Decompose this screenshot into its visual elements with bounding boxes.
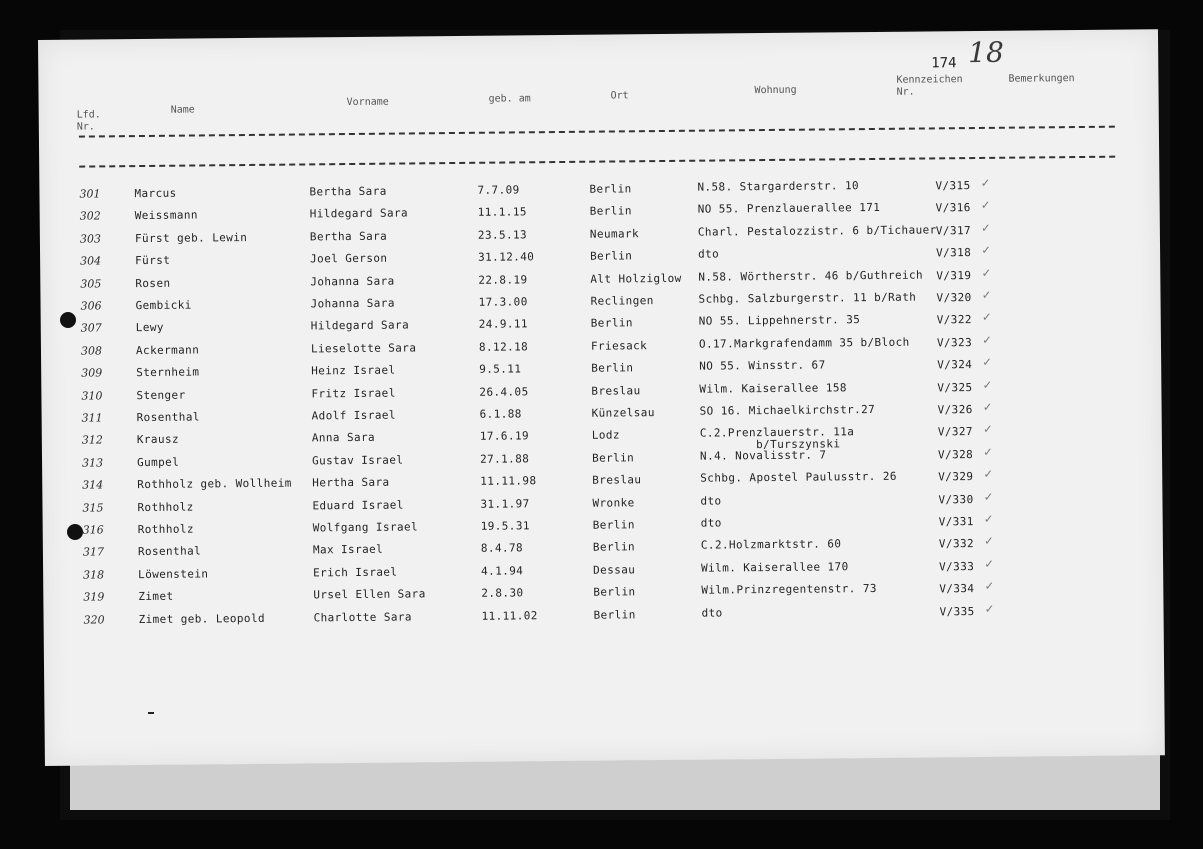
checkmark-icon: ✓ (983, 399, 992, 415)
row-nr: 317 (82, 545, 104, 559)
row-geb-am: 11.11.02 (481, 608, 538, 623)
row-vorname: Heinz Israel (311, 363, 396, 378)
row-ort: Lodz (591, 428, 620, 443)
header-bemerkungen: Bemerkungen (1008, 73, 1075, 85)
row-vorname: Anna Sara (311, 431, 376, 445)
row-wohnung: dto (700, 516, 722, 530)
row-kennzeichen: V/322 (936, 313, 972, 327)
row-kennzeichen: V/333 (939, 559, 975, 574)
row-wohnung: N.58. Stargarderstr. 10 (697, 179, 860, 194)
row-name: Gembicki (135, 298, 192, 313)
punch-hole (60, 312, 76, 328)
row-name: Fürst (135, 253, 171, 268)
row-name: Rothholz geb. Wollheim (137, 476, 292, 492)
row-name: Ackermann (135, 343, 200, 357)
row-nr: 302 (79, 209, 101, 223)
row-ort: Berlin (590, 249, 633, 263)
row-geb-am: 22.8.19 (478, 272, 528, 287)
row-ort: Berlin (589, 204, 632, 219)
checkmark-icon: ✓ (985, 579, 994, 595)
row-vorname: Fritz Israel (311, 386, 396, 400)
row-nr: 306 (80, 299, 102, 313)
row-vorname: Hildegard Sara (309, 206, 409, 221)
header-kennzeichen-nr: Kennzeichen Nr. (896, 74, 963, 98)
row-kennzeichen: V/324 (937, 358, 973, 372)
row-vorname: Ursel Ellen Sara (313, 587, 426, 602)
row-geb-am: 2.8.30 (481, 586, 524, 600)
checkmark-icon: ✓ (982, 287, 991, 303)
header-vorname: Vorname (346, 96, 389, 109)
row-wohnung: dto (700, 494, 722, 508)
row-ort: Berlin (592, 540, 636, 555)
row-name: Löwenstein (138, 567, 209, 581)
checkmark-icon: ✓ (984, 467, 993, 483)
row-kennzeichen: V/328 (937, 447, 974, 462)
row-geb-am: 11.11.98 (480, 474, 537, 488)
row-vorname: Charlotte Sara (313, 610, 412, 624)
row-name: Sternheim (136, 365, 200, 380)
row-name: Krausz (136, 433, 180, 447)
row-kennzeichen: V/331 (938, 515, 974, 529)
row-name: Marcus (134, 186, 177, 201)
row-kennzeichen: V/327 (937, 425, 973, 439)
checkmark-icon: ✓ (983, 444, 993, 460)
row-kennzeichen: V/335 (939, 604, 975, 618)
row-ort: Berlin (591, 451, 635, 465)
row-ort: Berlin (591, 361, 634, 375)
row-kennzeichen: V/319 (936, 268, 972, 282)
header-rule-top (79, 126, 1115, 138)
checkmark-icon: ✓ (981, 198, 990, 214)
row-geb-am: 31.1.97 (480, 496, 530, 511)
row-ort: Breslau (592, 473, 642, 487)
row-name: Zimet (138, 589, 174, 604)
row-wohnung: NO 55. Prenzlauerallee 171 (697, 201, 881, 217)
row-kennzeichen: V/334 (939, 582, 975, 596)
header-name: Name (170, 104, 195, 116)
row-name: Stenger (136, 388, 186, 402)
row-vorname: Eduard Israel (312, 498, 404, 512)
row-nr: 305 (80, 276, 102, 291)
page-number: 174 (931, 55, 957, 72)
row-kennzeichen: V/330 (938, 492, 974, 506)
document-page (38, 29, 1165, 766)
row-kennzeichen: V/317 (935, 223, 972, 238)
row-geb-am: 17.3.00 (478, 295, 528, 309)
row-wohnung: Wilm. Kaiserallee 158 (699, 380, 847, 396)
row-name: Zimet geb. Leopold (138, 611, 266, 626)
row-nr: 314 (82, 478, 104, 492)
row-vorname: Gustav Israel (311, 453, 404, 468)
row-kennzeichen: V/315 (935, 179, 971, 193)
checkmark-icon: ✓ (984, 489, 993, 505)
row-kennzeichen: V/323 (936, 335, 973, 350)
row-wohnung: C.2.Prenzlauerstr. 11a b/Turszynski (699, 425, 855, 453)
row-wohnung: Schbg. Salzburgerstr. 11 b/Rath (698, 290, 917, 306)
row-vorname: Bertha Sara (309, 184, 387, 199)
row-geb-am: 6.1.88 (479, 407, 522, 421)
row-ort: Berlin (589, 182, 632, 196)
row-nr: 312 (81, 433, 103, 447)
row-ort: Berlin (593, 607, 636, 622)
row-wohnung: N.58. Wörtherstr. 46 b/Guthreich (698, 268, 924, 284)
row-vorname: Joel Gerson (310, 251, 388, 266)
checkmark-icon: ✓ (984, 534, 994, 550)
row-geb-am: 11.1.15 (477, 205, 527, 220)
row-name: Fürst geb. Lewin (134, 230, 248, 245)
header-wohnung: Wohnung (754, 84, 797, 97)
row-kennzeichen: V/320 (936, 291, 972, 305)
row-name: Rothholz (137, 522, 194, 537)
row-name: Rothholz (137, 500, 194, 514)
row-ort: Alt Holziglow (590, 271, 682, 286)
row-geb-am: 26.4.05 (479, 384, 529, 399)
row-nr: 319 (83, 590, 105, 604)
row-geb-am: 9.5.11 (479, 362, 522, 376)
row-ort: Dessau (593, 563, 636, 577)
row-nr: 308 (80, 344, 103, 358)
checkmark-icon: ✓ (983, 422, 993, 438)
checkmark-icon: ✓ (983, 355, 992, 371)
row-nr: 301 (79, 187, 101, 201)
row-ort: Berlin (593, 585, 636, 599)
row-geb-am: 8.4.78 (480, 541, 524, 556)
row-vorname: Johanna Sara (310, 296, 395, 311)
row-vorname: Hildegard Sara (310, 318, 410, 333)
checkmark-icon: ✓ (982, 310, 992, 326)
row-kennzeichen: V/329 (938, 470, 974, 484)
row-kennzeichen: V/332 (938, 537, 975, 551)
row-name: Gumpel (136, 455, 180, 469)
checkmark-icon: ✓ (985, 601, 994, 617)
checkmark-icon: ✓ (982, 265, 991, 281)
row-name: Weissmann (134, 208, 198, 223)
row-geb-am: 31.12.40 (478, 250, 535, 264)
ink-speck (148, 712, 154, 714)
row-nr: 310 (81, 388, 103, 403)
row-vorname: Erich Israel (313, 565, 398, 580)
row-wohnung: NO 55. Winsstr. 67 (699, 358, 826, 373)
row-wohnung: Wilm.Prinzregentenstr. 73 (701, 582, 877, 597)
row-geb-am: 27.1.88 (479, 452, 530, 466)
row-nr: 309 (81, 366, 103, 380)
handwritten-folio-number: 18 (968, 35, 1004, 70)
row-nr: 303 (79, 232, 101, 246)
row-vorname: Max Israel (312, 543, 384, 557)
checkmark-icon: ✓ (981, 220, 991, 236)
row-geb-am: 19.5.31 (480, 519, 530, 533)
row-name: Lewy (135, 321, 164, 335)
row-vorname: Wolfgang Israel (312, 520, 419, 535)
checkmark-icon: ✓ (983, 377, 992, 393)
row-kennzeichen: V/316 (935, 201, 971, 215)
row-name: Rosenthal (137, 544, 202, 559)
row-name: Rosen (135, 276, 171, 290)
row-vorname: Bertha Sara (309, 229, 388, 244)
row-nr: 318 (83, 568, 105, 582)
row-geb-am: 17.6.19 (479, 429, 530, 444)
row-nr: 304 (80, 254, 102, 268)
row-ort: Künzelsau (591, 406, 655, 420)
row-nr: 307 (80, 321, 102, 335)
row-ort: Wronke (592, 495, 635, 510)
row-nr: 320 (83, 612, 105, 627)
row-wohnung: SO 16. Michaelkirchstr.27 (699, 402, 876, 418)
row-wohnung: Schbg. Apostel Paulusstr. 26 (700, 469, 897, 485)
row-vorname: Johanna Sara (310, 274, 395, 288)
header-lfd-nr: Lfd. Nr. (76, 109, 101, 133)
row-vorname: Adolf Israel (311, 408, 396, 423)
row-nr: 313 (81, 456, 104, 470)
row-vorname: Hertha Sara (312, 475, 390, 490)
row-geb-am: 8.12.18 (478, 340, 529, 354)
row-ort: Breslau (591, 383, 641, 398)
row-geb-am: 7.7.09 (477, 183, 520, 197)
row-ort: Neumark (589, 227, 640, 241)
row-wohnung: O.17.Markgrafendamm 35 b/Bloch (698, 335, 910, 351)
checkmark-icon: ✓ (985, 556, 994, 572)
row-ort: Berlin (592, 518, 635, 532)
row-wohnung: Wilm. Kaiserallee 170 (701, 560, 849, 575)
header-geb-am: geb. am (488, 93, 531, 105)
row-ort: Berlin (590, 316, 633, 331)
row-vorname: Lieselotte Sara (310, 341, 417, 356)
row-kennzeichen: V/325 (937, 380, 973, 394)
row-nr: 316 (82, 523, 104, 537)
row-wohnung: NO 55. Lippehnerstr. 35 (698, 313, 861, 329)
row-geb-am: 4.1.94 (481, 564, 524, 578)
row-ort: Friesack (590, 338, 648, 353)
row-kennzeichen: V/326 (937, 403, 973, 417)
row-nr: 311 (81, 411, 103, 425)
row-wohnung: N.4. Novalisstr. 7 (699, 448, 827, 463)
checkmark-icon: ✓ (984, 511, 993, 527)
row-wohnung: Charl. Pestalozzistr. 6 b/Tichauer (697, 223, 937, 239)
row-kennzeichen: V/318 (936, 246, 972, 260)
header-rule-bottom (79, 156, 1115, 168)
header-ort: Ort (610, 90, 629, 102)
row-ort: Reclingen (590, 294, 654, 308)
checkmark-icon: ✓ (981, 243, 991, 259)
checkmark-icon: ✓ (982, 332, 992, 348)
row-geb-am: 24.9.11 (478, 317, 528, 332)
punch-hole (67, 524, 83, 540)
row-wohnung: dto (698, 247, 720, 261)
row-name: Rosenthal (136, 410, 200, 425)
row-wohnung: C.2.Holzmarktstr. 60 (700, 537, 842, 553)
row-geb-am: 23.5.13 (477, 228, 528, 242)
checkmark-icon: ✓ (981, 175, 990, 191)
row-nr: 315 (82, 500, 104, 515)
row-wohnung: dto (701, 606, 723, 620)
